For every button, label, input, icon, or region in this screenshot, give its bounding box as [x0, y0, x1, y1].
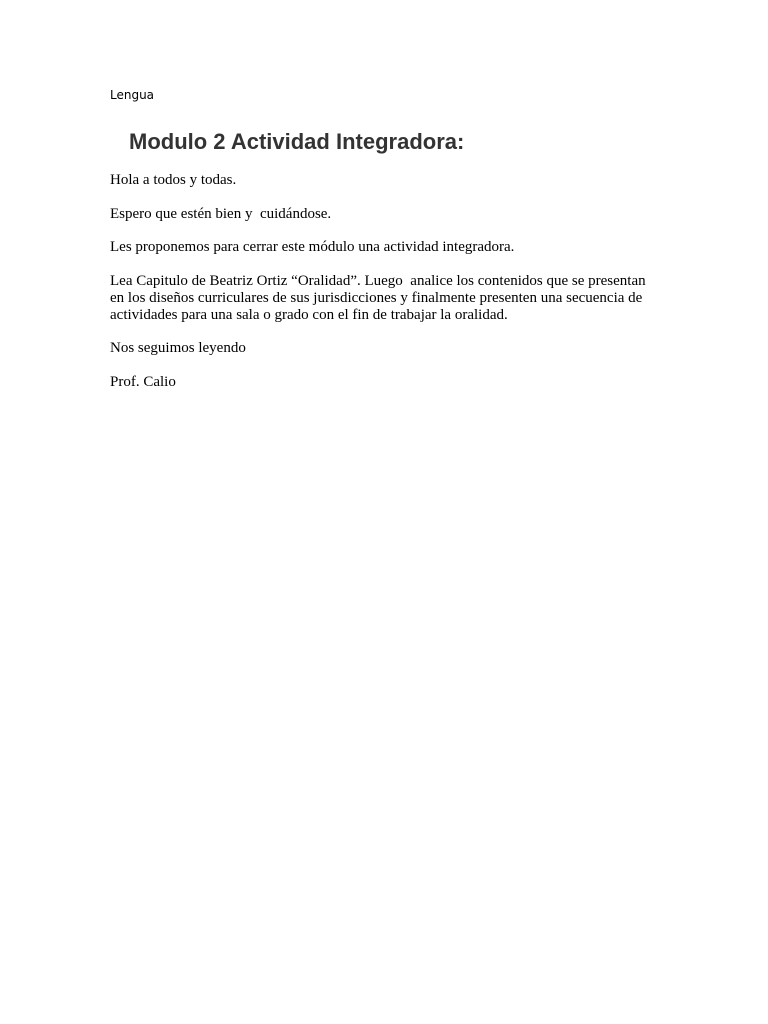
signature-paragraph: Prof. Calio: [110, 373, 176, 390]
closing-paragraph: Nos seguimos leyendo: [110, 340, 246, 356]
instructions-paragraph: Lea Capitulo de Beatriz Ortiz “Oralidad”. Luego analice los contenidos que se presentan en los diseños curriculares de sus jurisdicciones y finalmente presenten una secuencia de actividades para una sala o grado con el fin de trabajar la oralidad.: [110, 272, 650, 323]
header-label: Lengua: [110, 88, 155, 102]
document-body: [110, 172, 655, 407]
wellbeing-paragraph: Espero que estén bien y cuidándose.: [110, 205, 332, 222]
proposal-paragraph: Les proponemos para cerrar este módulo una actividad integradora.: [110, 239, 515, 255]
document-title: Modulo 2 Actividad Integradora:: [129, 129, 465, 154]
greeting-paragraph: Hola a todos y todas.: [110, 172, 237, 188]
